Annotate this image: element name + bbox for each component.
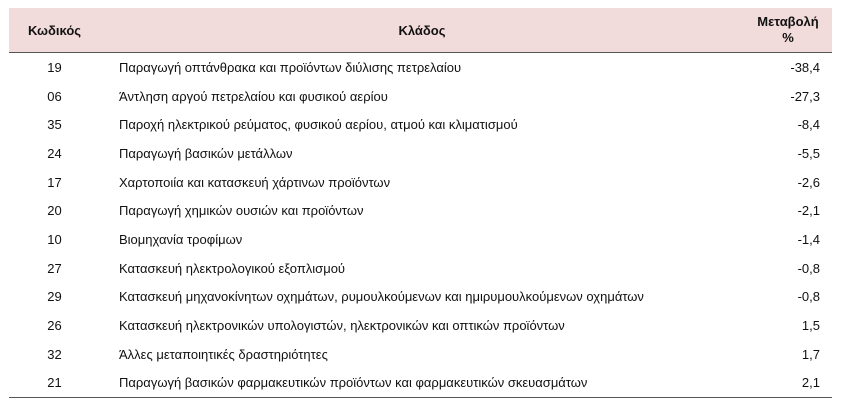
table-row — [9, 254, 832, 283]
table-row — [9, 225, 832, 254]
row-code: 35 — [47, 117, 62, 133]
row-change: -2,1 — [797, 203, 820, 219]
row-sector: Κατασκευή ηλεκτρολογικού εξοπλισμού — [119, 260, 346, 276]
row-code: 29 — [47, 289, 62, 305]
row-sector: Κατασκευή ηλεκτρονικών υπολογιστών, ηλεκτρονικών και οπτικών προϊόντων — [119, 318, 565, 334]
row-code: 21 — [9, 369, 100, 398]
row-change: 2,1 — [744, 369, 832, 398]
table-body — [9, 53, 832, 398]
table-row — [9, 53, 832, 82]
row-code: 19 — [47, 59, 62, 75]
table-row — [9, 196, 832, 225]
column-header-sector: Κλάδος — [100, 8, 744, 53]
row-change: -38,4 — [790, 59, 820, 75]
row-code: 26 — [47, 318, 62, 334]
row-sector: Κατασκευή μηχανοκίνητων οχημάτων, ρυμουλκούμενων και ημιρυμουλκούμενων οχημάτων — [119, 289, 644, 305]
row-sector: Παραγωγή βασικών φαρμακευτικών προϊόντων και φαρμακευτικών σκευασμάτων — [100, 369, 744, 398]
row-change: -5,5 — [797, 145, 820, 161]
row-code: 06 — [47, 88, 62, 104]
row-code: 32 — [47, 346, 62, 362]
table-row — [9, 283, 832, 312]
table-row — [9, 82, 832, 111]
sector-change-table — [9, 8, 832, 398]
row-sector: Παραγωγή βασικών μετάλλων — [119, 145, 293, 161]
row-change: -2,6 — [797, 174, 820, 190]
header-row — [9, 8, 832, 53]
row-change: -8,4 — [797, 117, 820, 133]
row-change: -27,3 — [790, 88, 820, 104]
row-change: 1,5 — [801, 318, 820, 334]
table-row — [9, 311, 832, 340]
sector-change-table-container — [9, 8, 832, 398]
row-sector: Άντληση αργού πετρελαίου και φυσικού αερίου — [119, 88, 388, 104]
row-code: 27 — [47, 260, 62, 276]
row-code: 20 — [47, 203, 62, 219]
table-row — [9, 340, 832, 369]
row-change: -1,4 — [797, 231, 820, 247]
table-row — [9, 110, 832, 139]
row-sector: Παροχή ηλεκτρικού ρεύματος, φυσικού αερίου, ατμού και κλιματισμού — [119, 117, 518, 133]
table-row — [9, 369, 832, 398]
table-header — [9, 8, 832, 53]
row-change: -0,8 — [797, 289, 820, 305]
row-sector: Χαρτοποιία και κατασκευή χάρτινων προϊόντων — [119, 174, 391, 190]
column-header-change-line1: Μεταβολή — [757, 14, 819, 29]
row-sector: Βιομηχανία τροφίμων — [119, 231, 243, 247]
row-sector: Παραγωγή χημικών ουσιών και προϊόντων — [119, 203, 364, 219]
column-header-change-line2: % — [782, 30, 794, 45]
column-header-change — [744, 8, 832, 53]
row-change: -0,8 — [797, 260, 820, 276]
row-change: 1,7 — [801, 346, 820, 362]
row-code: 24 — [47, 145, 62, 161]
row-code: 17 — [47, 174, 62, 190]
row-sector: Παραγωγή οπτάνθρακα και προϊόντων διύλισης πετρελαίου — [119, 59, 462, 75]
column-header-code: Κωδικός — [9, 8, 100, 53]
table-row — [9, 168, 832, 197]
row-sector: Άλλες μεταποιητικές δραστηριότητες — [119, 346, 328, 362]
row-code: 10 — [47, 231, 62, 247]
table-row — [9, 139, 832, 168]
